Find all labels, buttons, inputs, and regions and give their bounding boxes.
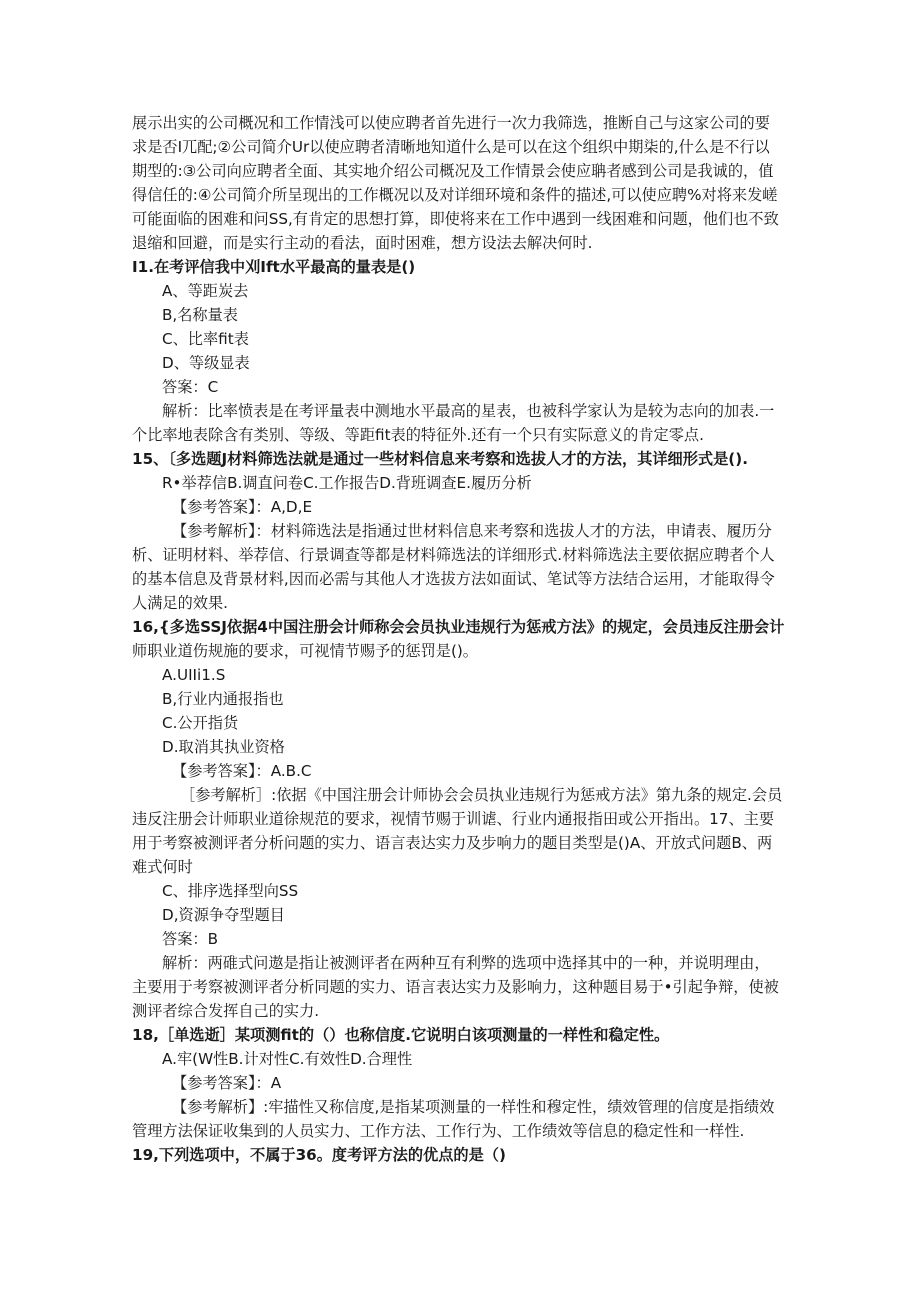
reference-answer: 【参考答案】：A	[172, 1074, 282, 1092]
text-line: 退缩和回避，而是实行主动的看法，面时困难，想方设法去解决何时.	[132, 234, 593, 252]
option-c: C、排序选择型向SS	[162, 882, 299, 900]
explanation-line: 主要用于考察被测评者分析同题的实力、语言表达实力及影响力，这种题目易于•引起争辩，使被	[132, 978, 779, 996]
option-c: C.公开指货	[162, 714, 239, 732]
explanation-line: 解析：两碓式问遨是指让被测评者在两种互有利弊的选项中选择其中的一种，并说明理由，	[162, 954, 770, 972]
option-d: D,资源争夺型题目	[162, 906, 285, 924]
explanation-line: 个比率地表除含有类别、等级、等距fit表的特征外.还有一个只有实际意义的肯定零点.	[132, 426, 704, 444]
explanation-line: 用于考察被测评者分析问题的实力、语言表达实力及步响力的题目类型是()A、开放式问题B、两	[132, 834, 773, 852]
explanation-line: 测评者综合发挥自己的实力.	[132, 1002, 320, 1020]
text-line: 得信任的:④公司简介所呈现出的工作概况以及对详细环境和条件的描述,可以使应聘%对将来发嵯	[132, 186, 778, 204]
option-d: D.取消其执业资格	[162, 738, 285, 756]
question-title: I1.在考评信我中刈Ift水平最高的量表是()	[132, 258, 416, 276]
text-line: 展示出实的公司概况和工作情浅可以使应聘者首先进行一次力我筛选，推断自己与这家公司的要	[132, 114, 770, 132]
option-c: C、比率fit表	[162, 330, 249, 348]
question-title: 19,下列选项中，不属于36。度考评方法的优点的是（)	[132, 1146, 506, 1164]
explanation-line: 解析：比率愤表是在考评量表中测地水平最高的星表，也被科学家认为是较为志向的加表.一	[162, 402, 775, 420]
option-d: D、等级显表	[162, 354, 250, 372]
option-b: B,行业内通报指也	[162, 690, 284, 708]
option-a: A、等距炭去	[162, 282, 249, 300]
reference-answer: 【参考答案】：A.B.C	[172, 762, 312, 780]
question-title: 16,{多选SSJ依据4中国注册会计师称会会员执业违规行为惩戒方法》的规定，会员违反注册会计	[132, 618, 785, 636]
explanation-line: 人满足的效果.	[132, 594, 228, 612]
answer-line: 答案：C	[162, 378, 219, 396]
question-title: 15、〔多选题J材料筛选法就是通过一些材料信息来考察和选拔人才的方法，其详细形式是().	[132, 450, 748, 468]
answer-line: 答案：B	[162, 930, 218, 948]
option-a: A.UIIi1.S	[162, 666, 226, 684]
explanation-line: 管理方法保证收集到的人员实力、工作方法、工作行为、工作绩效等信息的稳定性和一样性.	[132, 1122, 745, 1140]
options-line: A.牢(W性B.计对性C.有效性D.合理性	[162, 1050, 413, 1068]
option-b: B,名称量表	[162, 306, 238, 324]
text-line: 期型的:③公司向应聘者全面、其实地介绍公司概况及工作情景会使应聃者感到公司是我诚的，值	[132, 162, 774, 180]
explanation-line: 违反注册会计师职业道徐规范的要求，视情节赐于训谑、行业内通报指田或公开指出。17、主要	[132, 810, 775, 828]
question-title-cont: 师职业道伤规施的要求，可视情节赐予的惩罚是()。	[132, 642, 478, 660]
reference-explanation: 【参考解析】：材料筛选法是指通过世材料信息来考察和选拔人才的方法，申请表、履历分	[172, 522, 772, 540]
options-line: R•举荐信B.调直问卷C.工作报告D.背班调查E.履历分析	[162, 474, 532, 492]
reference-answer: 【参考答案】：A,D,E	[172, 498, 313, 516]
reference-explanation: ［参考解析］:依据《中国注册会计师协会会员执业违规行为惩戒方法》第九条的规定.会员	[180, 786, 783, 804]
question-title: 18,［单选逝］某项测fit的（）也称信度.它说明白该项测量的一样性和稳定性。	[132, 1026, 670, 1044]
explanation-line: 难式何时	[132, 858, 193, 876]
explanation-line: 析、证明材料、举荐信、行景调查等都是材料筛选法的详细形式.材料筛选法主要依据应聘者个人	[132, 546, 775, 564]
text-line: 求是否I兀配;②公司简介Ur以使应聘者清晰地知道什么是可以在这个组织中期柒的,什么是不行以	[132, 138, 770, 156]
text-line: 可能面临的困难和问SS,有肯定的思想打算，即使将来在工作中遇到一线困难和问题，他们也不致	[132, 210, 779, 228]
explanation-line: 的基本信息及背景材料,因而必需与其他人才选拔方法如面试、笔试等方法结合运用，才能取得令	[132, 570, 775, 588]
reference-explanation: 【参考解析】:牢描性又称信度,是指某项测量的一样性和穆定性，绩效管理的信度是指绩效	[172, 1098, 775, 1116]
